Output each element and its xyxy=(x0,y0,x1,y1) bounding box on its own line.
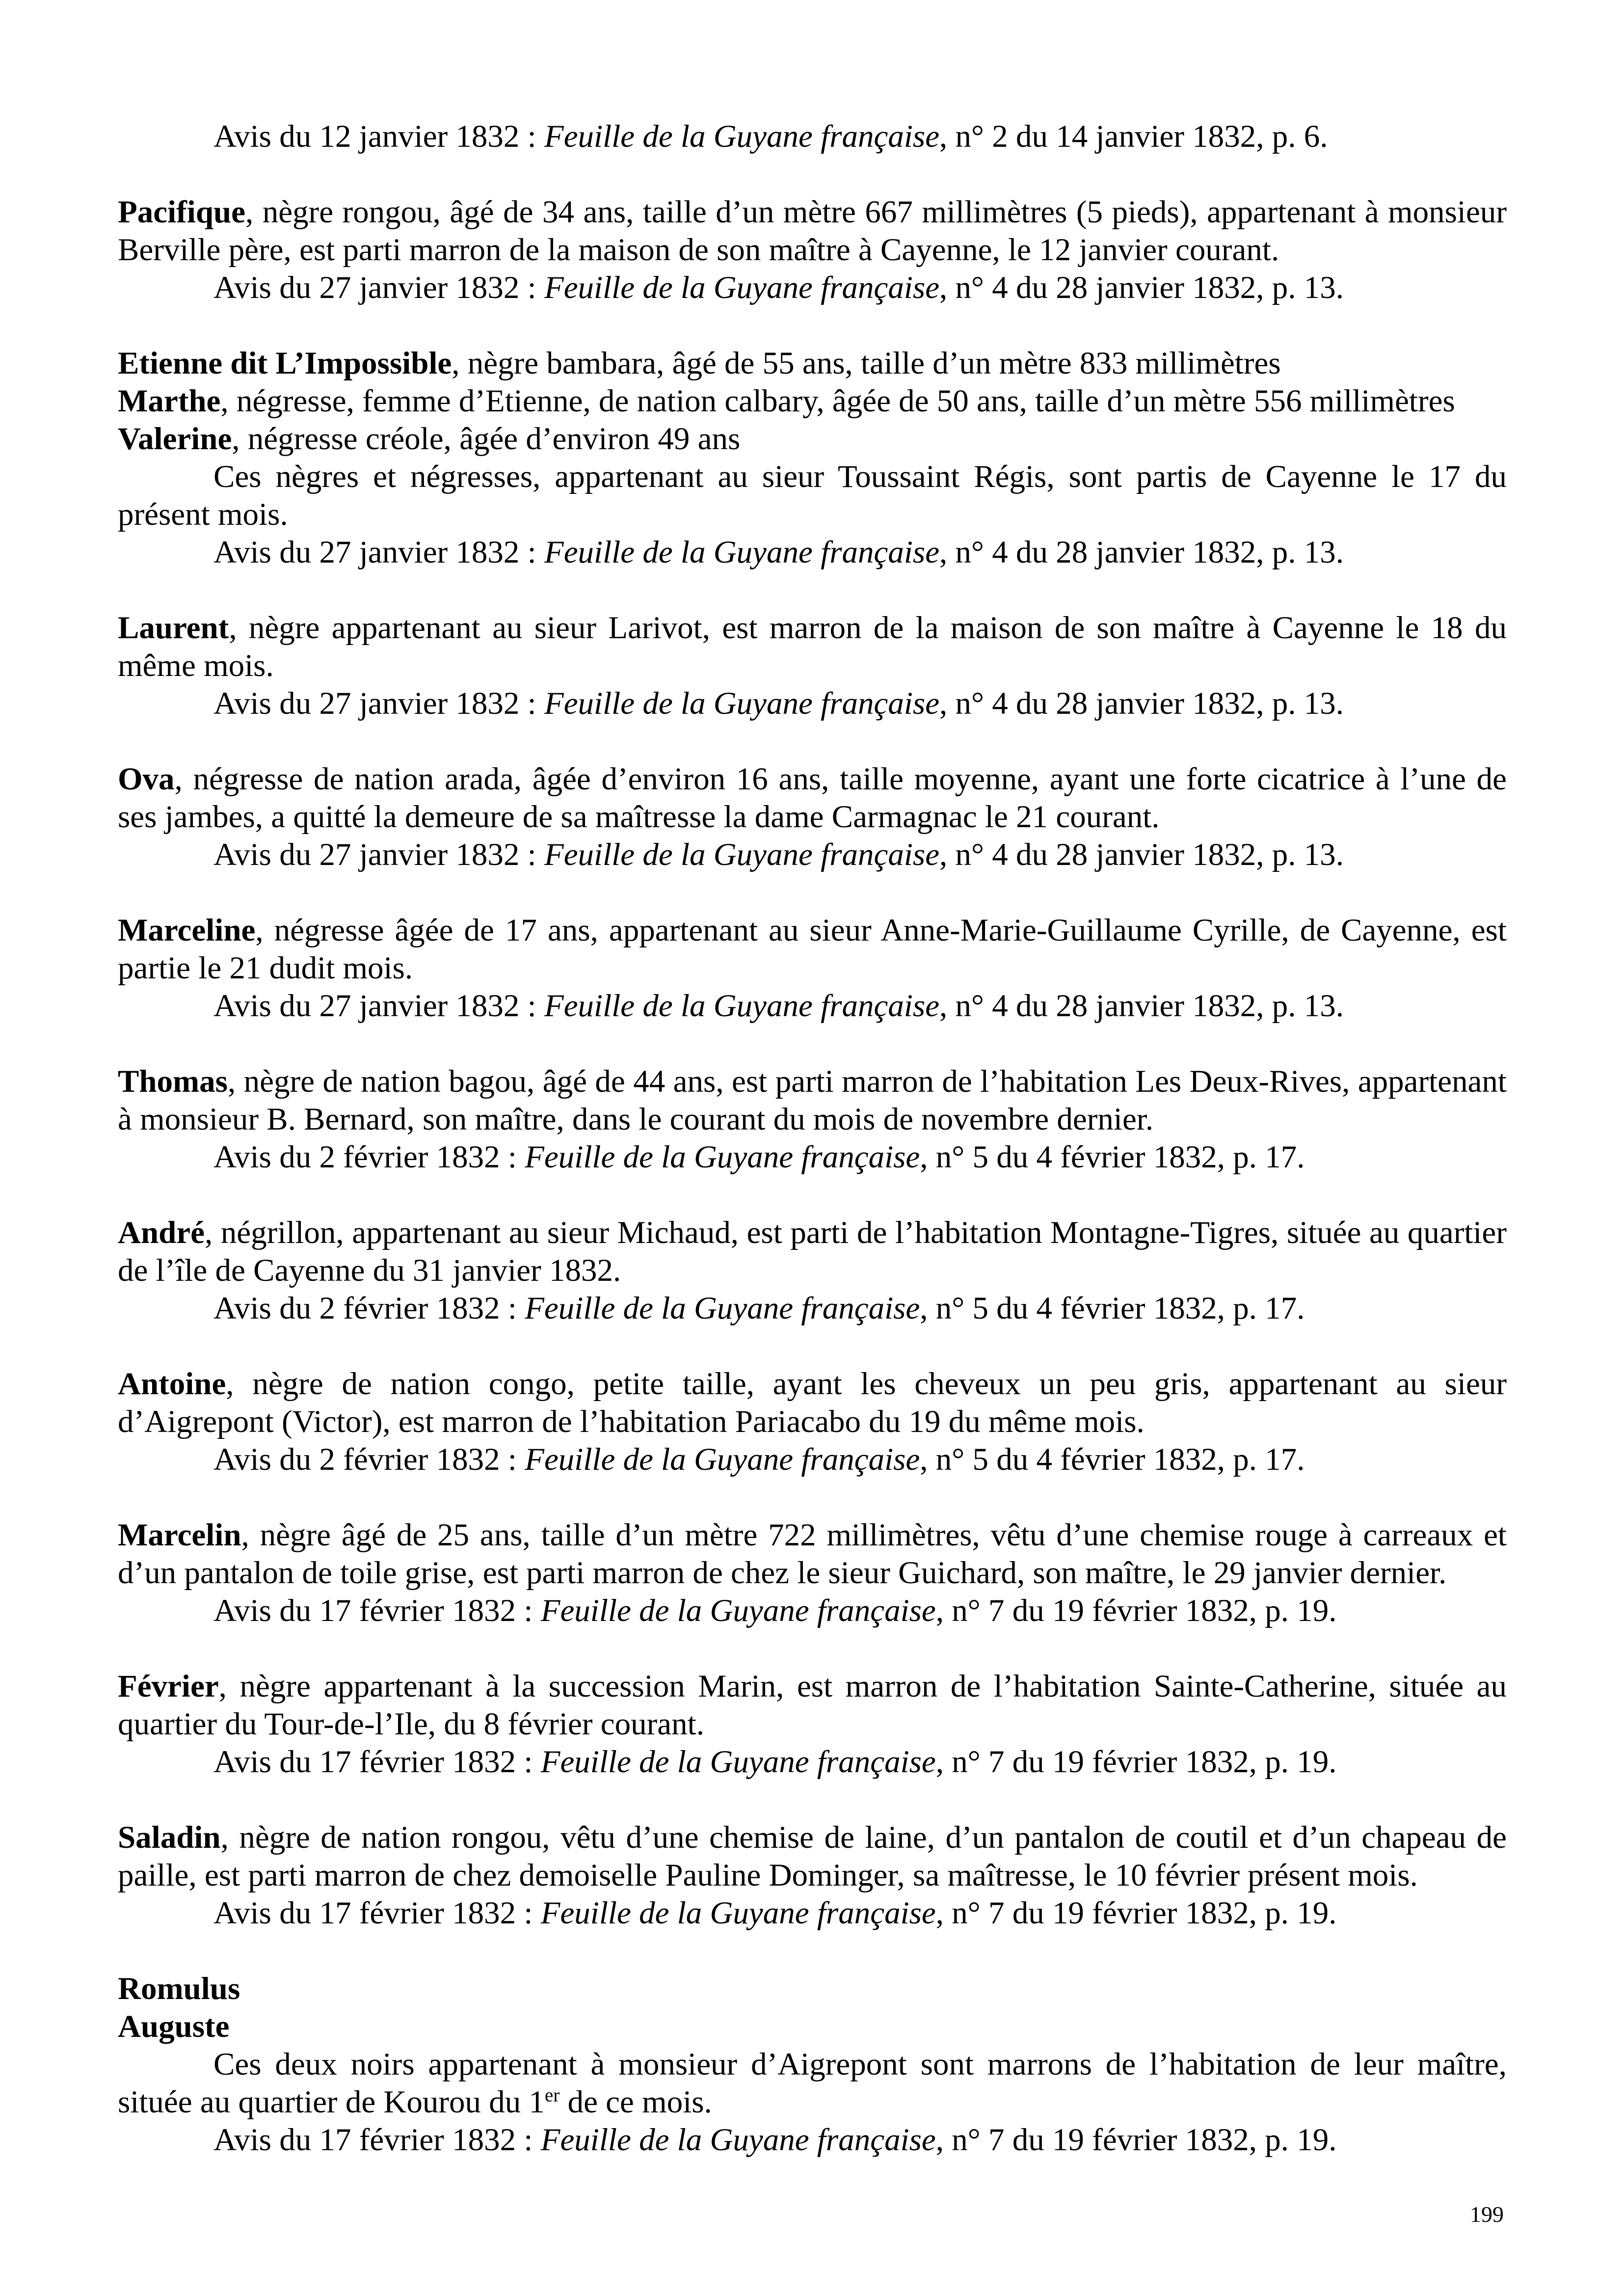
notice-entry-thomas xyxy=(118,1063,1507,1176)
avis-citation xyxy=(118,1894,1507,1932)
avis-suffix: , n° 7 du 19 février 1832, p. 19. xyxy=(935,1895,1337,1931)
notice-body: , nègre de nation bagou, âgé de 44 ans, est parti marron de l’habitation Les Deux-Rives, appartenant à monsieur B. Bernard, son maître, dans le courant du mois de novembre dernier. xyxy=(118,1064,1507,1137)
avis-citation xyxy=(118,1138,1507,1176)
avis-suffix: , n° 4 du 28 janvier 1832, p. 13. xyxy=(939,270,1344,305)
notice-entry-ova xyxy=(118,760,1507,874)
avis-citation xyxy=(118,987,1507,1025)
journal-title: Feuille de la Guyane française xyxy=(544,686,940,721)
avis-prefix: Avis du 27 janvier 1832 : xyxy=(213,270,544,305)
avis-suffix: , n° 7 du 19 février 1832, p. 19. xyxy=(935,1744,1337,1780)
avis-prefix: Avis du 17 février 1832 : xyxy=(213,1895,541,1931)
avis-suffix: , n° 5 du 4 février 1832, p. 17. xyxy=(920,1442,1305,1477)
avis-suffix: , n° 4 du 28 janvier 1832, p. 13. xyxy=(939,837,1344,872)
journal-title: Feuille de la Guyane française xyxy=(525,1139,920,1175)
person-name: Février xyxy=(118,1669,219,1704)
person-name: Ova xyxy=(118,761,175,797)
avis-prefix: Avis du 17 février 1832 : xyxy=(213,1744,541,1780)
journal-title: Feuille de la Guyane française xyxy=(540,2122,936,2158)
avis-citation xyxy=(118,269,1507,307)
notice-body: , négresse créole, âgée d’environ 49 ans xyxy=(232,421,741,457)
notice-entry-romulus-auguste xyxy=(118,1970,1507,2159)
journal-title: Feuille de la Guyane française xyxy=(540,1593,936,1628)
avis-suffix: , n° 5 du 4 février 1832, p. 17. xyxy=(920,1139,1305,1175)
person-name: Etienne dit L’Impossible xyxy=(118,346,452,381)
avis-prefix: Avis du 27 janvier 1832 : xyxy=(213,535,544,570)
avis-citation xyxy=(118,1743,1507,1781)
notice-paragraph xyxy=(118,345,1507,382)
group-summary-paragraph: Ces nègres et négresses, appartenant au sieur Toussaint Régis, sont partis de Cayenne le 17 du présent mois. xyxy=(118,459,1507,532)
person-name: Romulus xyxy=(118,1971,240,2006)
avis-suffix: , n° 4 du 28 janvier 1832, p. 13. xyxy=(939,988,1344,1024)
person-name: Marcelin xyxy=(118,1517,241,1553)
notice-paragraph xyxy=(118,1516,1507,1592)
notice-body: , négresse de nation arada, âgée d’environ 16 ans, taille moyenne, ayant une forte cicatrice à l’une de ses jambes, a quitté la demeure de sa maîtresse la dame Carmagnac le 21 courant. xyxy=(118,761,1507,835)
avis-suffix: , n° 7 du 19 février 1832, p. 19. xyxy=(935,2122,1337,2158)
avis-citation xyxy=(118,1441,1507,1479)
summary-text: Ces deux noirs appartenant à monsieur d’Aigrepont sont marrons de l’habitation de leur maître, située au quartier de Kourou du 1 xyxy=(118,2047,1507,2120)
notice-paragraph xyxy=(118,193,1507,269)
avis-prefix: Avis du 17 février 1832 : xyxy=(213,2122,541,2158)
avis-prefix: Avis du 2 février 1832 : xyxy=(213,1139,525,1175)
avis-citation xyxy=(118,118,1507,156)
avis-prefix: Avis du 2 février 1832 : xyxy=(213,1442,525,1477)
avis-suffix: , n° 4 du 28 janvier 1832, p. 13. xyxy=(939,686,1344,721)
person-name: Marceline xyxy=(118,913,256,948)
notice-paragraph xyxy=(118,1365,1507,1441)
journal-title: Feuille de la Guyane française xyxy=(544,119,940,154)
person-name: Valerine xyxy=(118,421,232,457)
notice-entry-fevrier xyxy=(118,1668,1507,1781)
notice-body: , nègre bambara, âgé de 55 ans, taille d’un mètre 833 millimètres xyxy=(452,346,1281,381)
notice-entry-antoine xyxy=(118,1365,1507,1479)
avis-suffix: , n° 5 du 4 février 1832, p. 17. xyxy=(920,1291,1305,1326)
journal-title: Feuille de la Guyane française xyxy=(544,988,940,1024)
person-name: Thomas xyxy=(118,1064,228,1099)
notice-entry-marcelin xyxy=(118,1516,1507,1630)
notice-body: , nègre de nation congo, petite taille, ayant les cheveux un peu gris, appartenant au sieur d’Aigrepont (Victor), est marron de l’habitation Pariacabo du 19 du même mois. xyxy=(118,1366,1507,1439)
journal-title: Feuille de la Guyane française xyxy=(540,1744,936,1780)
notice-body: , nègre âgé de 25 ans, taille d’un mètre 722 millimètres, vêtu d’une chemise rouge à carreaux et d’un pantalon de toile grise, est parti marron de chez le sieur Guichard, son maître, le 29 janvier dernier. xyxy=(118,1517,1507,1591)
person-name: Saladin xyxy=(118,1820,221,1855)
notice-entry-andre xyxy=(118,1214,1507,1327)
notice-body: , négresse âgée de 17 ans, appartenant au sieur Anne-Marie-Guillaume Cyrille, de Cayenne, est partie le 21 dudit mois. xyxy=(118,913,1507,986)
journal-title: Feuille de la Guyane française xyxy=(544,837,940,872)
notice-entry-marceline xyxy=(118,912,1507,1025)
person-name: Laurent xyxy=(118,610,229,646)
avis-citation xyxy=(118,534,1507,571)
notice-paragraph xyxy=(118,1214,1507,1290)
journal-title: Feuille de la Guyane française xyxy=(544,535,940,570)
notice-paragraph xyxy=(118,1668,1507,1743)
notice-entry-etienne-group xyxy=(118,345,1507,571)
summary-text: de ce mois. xyxy=(559,2084,712,2120)
journal-title: Feuille de la Guyane française xyxy=(525,1291,920,1326)
avis-prefix: Avis du 27 janvier 1832 : xyxy=(213,686,544,721)
avis-suffix: , n° 2 du 14 janvier 1832, p. 6. xyxy=(939,119,1328,154)
notice-body: , négresse, femme d’Etienne, de nation calbary, âgée de 50 ans, taille d’un mètre 556 millimètres xyxy=(220,383,1455,419)
text-block xyxy=(118,118,1507,2159)
notice-paragraph xyxy=(118,1063,1507,1138)
notice-paragraph xyxy=(118,1819,1507,1894)
avis-prefix: Avis du 27 janvier 1832 : xyxy=(213,988,544,1024)
notice-paragraph xyxy=(118,1970,1507,2008)
notice-body: , nègre appartenant au sieur Larivot, est marron de la maison de son maître à Cayenne le 18 du même mois. xyxy=(118,610,1507,683)
notice-body: , nègre appartenant à la succession Marin, est marron de l’habitation Sainte-Catherine, située au quartier du Tour-de-l’Ile, du 8 février courant. xyxy=(118,1669,1507,1742)
notice-paragraph xyxy=(118,2008,1507,2046)
notice-entry-saladin xyxy=(118,1819,1507,1932)
avis-prefix: Avis du 2 février 1832 : xyxy=(213,1291,525,1326)
journal-title: Feuille de la Guyane française xyxy=(540,1895,936,1931)
notice-body: , nègre de nation rongou, vêtu d’une chemise de laine, d’un pantalon de coutil et d’un chapeau de paille, est parti marron de chez demoiselle Pauline Dominger, sa maîtresse, le 10 février présent mois. xyxy=(118,1820,1507,1893)
avis-prefix: Avis du 27 janvier 1832 : xyxy=(213,837,544,872)
avis-prefix: Avis du 17 février 1832 : xyxy=(213,1593,541,1628)
notice-paragraph xyxy=(118,382,1507,420)
person-name: Pacifique xyxy=(118,194,245,230)
notice-body: , négrillon, appartenant au sieur Michaud, est parti de l’habitation Montagne-Tigres, située au quartier de l’île de Cayenne du 31 janvier 1832. xyxy=(118,1215,1507,1288)
avis-citation xyxy=(118,1592,1507,1630)
notice-entry-pacifique xyxy=(118,193,1507,307)
person-name: André xyxy=(118,1215,205,1250)
avis-citation xyxy=(118,685,1507,723)
journal-title: Feuille de la Guyane française xyxy=(525,1442,920,1477)
ordinal-superscript: er xyxy=(545,2084,560,2106)
avis-prefix: Avis du 12 janvier 1832 : xyxy=(213,119,544,154)
notice-entry-laurent xyxy=(118,609,1507,723)
person-name: Marthe xyxy=(118,383,221,419)
avis-citation xyxy=(118,836,1507,874)
avis-citation xyxy=(118,1290,1507,1327)
notice-paragraph xyxy=(118,760,1507,836)
journal-title: Feuille de la Guyane française xyxy=(544,270,940,305)
page-number: 199 xyxy=(1470,2202,1504,2227)
notice-paragraph xyxy=(118,420,1507,458)
group-summary-paragraph xyxy=(118,2046,1507,2121)
notice-body: , nègre rongou, âgé de 34 ans, taille d’un mètre 667 millimètres (5 pieds), appartenant à monsieur Berville père, est parti marron de la maison de son maître à Cayenne, le 12 janvier courant. xyxy=(118,194,1507,268)
notice-paragraph xyxy=(118,609,1507,685)
avis-citation xyxy=(118,2121,1507,2159)
avis-suffix: , n° 7 du 19 février 1832, p. 19. xyxy=(935,1593,1337,1628)
notice-paragraph xyxy=(118,912,1507,987)
person-name: Auguste xyxy=(118,2009,230,2044)
avis-suffix: , n° 4 du 28 janvier 1832, p. 13. xyxy=(939,535,1344,570)
person-name: Antoine xyxy=(118,1366,226,1402)
